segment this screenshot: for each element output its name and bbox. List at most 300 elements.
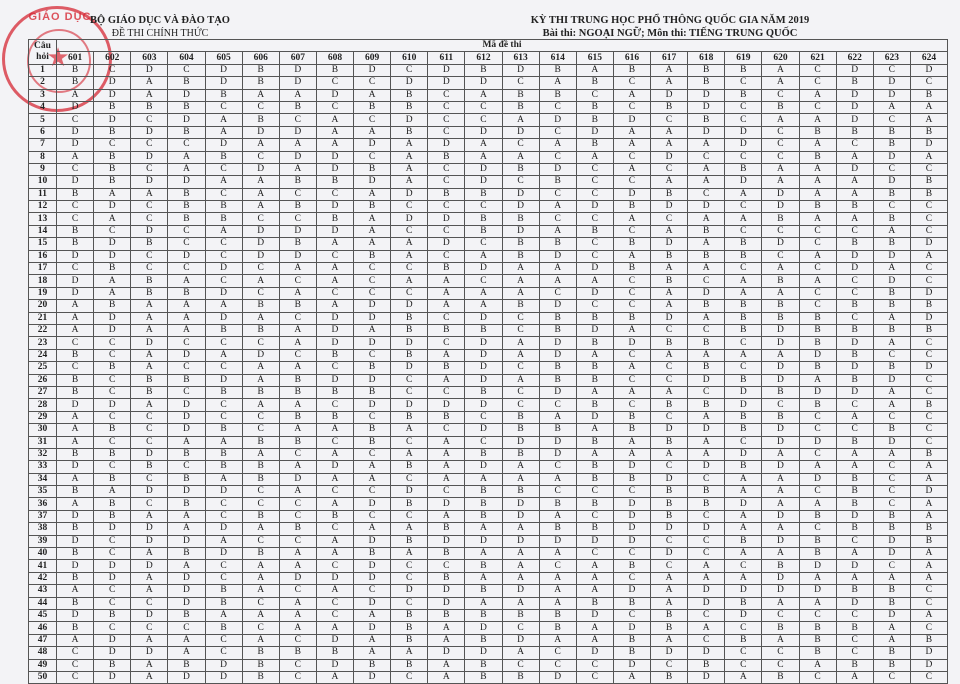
answer-cell: B <box>873 213 910 225</box>
answer-cell: B <box>539 424 576 436</box>
answer-cell: A <box>873 337 910 349</box>
answer-cell: B <box>910 523 947 535</box>
answer-cell: D <box>539 448 576 460</box>
answer-cell: D <box>354 572 391 584</box>
answer-cell: D <box>428 535 465 547</box>
table-row <box>29 101 948 113</box>
answer-cell: D <box>688 647 725 659</box>
answer-cell: A <box>688 448 725 460</box>
answer-cell: D <box>428 64 465 76</box>
answer-cell: A <box>502 287 539 299</box>
answer-cell: A <box>354 126 391 138</box>
answer-key-table <box>28 39 948 684</box>
table-row <box>29 225 948 237</box>
answer-cell: C <box>391 671 428 683</box>
answer-cell: B <box>873 188 910 200</box>
answer-cell: A <box>613 163 650 175</box>
answer-cell: A <box>391 548 428 560</box>
answer-cell: D <box>391 585 428 597</box>
answer-cell: C <box>279 213 316 225</box>
answer-cell: D <box>688 461 725 473</box>
table-row <box>29 386 948 398</box>
answer-cell: B <box>725 634 762 646</box>
answer-cell: C <box>873 349 910 361</box>
answer-cell: D <box>576 647 613 659</box>
answer-cell: C <box>836 634 873 646</box>
seal-text: GIÁO DỤC <box>28 11 92 23</box>
answer-cell: C <box>465 101 502 113</box>
answer-cell: D <box>465 176 502 188</box>
answer-cell: D <box>910 362 947 374</box>
answer-cell: C <box>688 634 725 646</box>
answer-cell: B <box>576 436 613 448</box>
answer-cell: C <box>799 424 836 436</box>
answer-cell: B <box>279 101 316 113</box>
answer-cell: B <box>873 238 910 250</box>
answer-cell: B <box>131 374 168 386</box>
answer-cell: B <box>316 411 353 423</box>
answer-cell: C <box>725 362 762 374</box>
answer-cell: A <box>428 510 465 522</box>
answer-cell: C <box>354 349 391 361</box>
answer-cell: D <box>465 399 502 411</box>
answer-cell: A <box>502 349 539 361</box>
answer-cell: C <box>836 225 873 237</box>
answer-cell: C <box>465 201 502 213</box>
answer-cell: B <box>242 324 279 336</box>
answer-cell: A <box>316 622 353 634</box>
answer-cell: B <box>57 548 94 560</box>
answer-cell: A <box>205 609 242 621</box>
exam-code-cell: 619 <box>725 52 762 64</box>
answer-cell: B <box>57 188 94 200</box>
answer-cell: A <box>539 411 576 423</box>
answer-cell: A <box>428 671 465 683</box>
answer-cell: B <box>725 89 762 101</box>
answer-cell: A <box>836 572 873 584</box>
answer-cell: C <box>873 64 910 76</box>
answer-cell: B <box>242 461 279 473</box>
answer-cell: D <box>168 114 205 126</box>
answer-cell: B <box>613 238 650 250</box>
answer-cell: D <box>576 201 613 213</box>
answer-cell: B <box>205 424 242 436</box>
answer-cell: C <box>316 486 353 498</box>
answer-cell: C <box>428 89 465 101</box>
answer-cell: D <box>576 263 613 275</box>
answer-cell: A <box>799 213 836 225</box>
answer-cell: D <box>354 498 391 510</box>
table-row <box>29 399 948 411</box>
answer-cell: B <box>465 560 502 572</box>
answer-cell: C <box>910 411 947 423</box>
answer-cell: D <box>725 176 762 188</box>
answer-cell: D <box>910 486 947 498</box>
answer-cell: B <box>651 609 688 621</box>
answer-cell: A <box>762 498 799 510</box>
answer-cell: C <box>613 548 650 560</box>
table-row <box>29 622 948 634</box>
answer-cell: C <box>836 287 873 299</box>
answer-cell: A <box>910 548 947 560</box>
question-number: 33 <box>29 461 57 473</box>
answer-cell: C <box>391 64 428 76</box>
star-icon: ★ <box>46 43 70 72</box>
answer-cell: B <box>836 498 873 510</box>
answer-cell: B <box>428 151 465 163</box>
answer-cell: B <box>391 126 428 138</box>
answer-cell: B <box>836 349 873 361</box>
table-row <box>29 560 948 572</box>
answer-cell: D <box>465 424 502 436</box>
answer-cell: B <box>242 300 279 312</box>
answer-cell: A <box>316 424 353 436</box>
answer-cell: B <box>873 597 910 609</box>
answer-cell: A <box>651 287 688 299</box>
answer-cell: B <box>354 386 391 398</box>
answer-cell: D <box>131 126 168 138</box>
answer-cell: C <box>428 225 465 237</box>
answer-cell: C <box>502 659 539 671</box>
answer-cell: A <box>799 89 836 101</box>
exam-code-cell: 622 <box>836 52 873 64</box>
answer-cell: C <box>391 597 428 609</box>
answer-cell: D <box>57 176 94 188</box>
answer-cell: A <box>873 263 910 275</box>
answer-cell: A <box>94 275 131 287</box>
answer-cell: A <box>131 659 168 671</box>
table-row <box>29 424 948 436</box>
answer-cell: B <box>94 609 131 621</box>
answer-cell: C <box>316 77 353 89</box>
answer-cell: D <box>836 263 873 275</box>
answer-cell: B <box>576 101 613 113</box>
answer-cell: A <box>57 436 94 448</box>
answer-cell: D <box>465 337 502 349</box>
table-row <box>29 201 948 213</box>
answer-cell: A <box>354 89 391 101</box>
answer-cell: C <box>613 609 650 621</box>
answer-cell: C <box>576 671 613 683</box>
answer-cell: C <box>316 101 353 113</box>
answer-cell: A <box>428 461 465 473</box>
answer-cell: A <box>502 560 539 572</box>
answer-cell: A <box>502 597 539 609</box>
answer-cell: D <box>428 597 465 609</box>
answer-cell: C <box>94 386 131 398</box>
answer-cell: A <box>428 436 465 448</box>
answer-cell: D <box>836 250 873 262</box>
answer-cell: C <box>428 386 465 398</box>
answer-cell: A <box>168 647 205 659</box>
answer-cell: C <box>688 324 725 336</box>
answer-cell: B <box>576 362 613 374</box>
question-number: 48 <box>29 647 57 659</box>
answer-cell: B <box>688 114 725 126</box>
answer-cell: B <box>762 411 799 423</box>
answer-cell: A <box>910 609 947 621</box>
exam-header <box>500 14 840 40</box>
answer-cell: B <box>168 374 205 386</box>
answer-cell: D <box>836 510 873 522</box>
answer-cell: A <box>316 498 353 510</box>
answer-cell: D <box>502 498 539 510</box>
answer-cell: A <box>242 585 279 597</box>
answer-cell: B <box>836 585 873 597</box>
exam-code-cell: 613 <box>502 52 539 64</box>
answer-cell: C <box>799 609 836 621</box>
answer-cell: A <box>354 188 391 200</box>
answer-cell: C <box>131 498 168 510</box>
exam-code-cell: 616 <box>613 52 650 64</box>
answer-cell: D <box>168 399 205 411</box>
answer-cell: A <box>576 560 613 572</box>
answer-cell: B <box>576 139 613 151</box>
answer-cell: A <box>391 275 428 287</box>
answer-cell: B <box>502 671 539 683</box>
answer-cell: C <box>873 411 910 423</box>
answer-cell: B <box>242 386 279 398</box>
answer-cell: A <box>242 399 279 411</box>
answer-cell: A <box>613 89 650 101</box>
ministry-name: BỘ GIÁO DỤC VÀ ĐÀO TẠO <box>90 15 230 26</box>
answer-cell: A <box>725 287 762 299</box>
answer-cell: B <box>279 647 316 659</box>
answer-cell: C <box>354 263 391 275</box>
answer-cell: D <box>57 275 94 287</box>
answer-cell: B <box>613 473 650 485</box>
answer-cell: C <box>391 386 428 398</box>
question-number: 42 <box>29 572 57 584</box>
answer-cell: D <box>799 436 836 448</box>
answer-cell: A <box>168 300 205 312</box>
answer-cell: D <box>57 126 94 138</box>
answer-cell: B <box>539 374 576 386</box>
answer-cell: A <box>762 64 799 76</box>
answer-cell: C <box>428 176 465 188</box>
answer-cell: C <box>762 399 799 411</box>
answer-cell: D <box>168 250 205 262</box>
answer-cell: D <box>465 77 502 89</box>
table-row <box>29 473 948 485</box>
answer-cell: D <box>688 523 725 535</box>
answer-cell: C <box>279 275 316 287</box>
answer-cell: C <box>279 498 316 510</box>
answer-cell: D <box>354 176 391 188</box>
answer-cell: A <box>576 64 613 76</box>
answer-cell: C <box>502 312 539 324</box>
answer-cell: C <box>836 139 873 151</box>
answer-cell: B <box>762 300 799 312</box>
exam-code-cell: 618 <box>688 52 725 64</box>
question-number: 46 <box>29 622 57 634</box>
answer-cell: C <box>613 287 650 299</box>
question-number: 35 <box>29 486 57 498</box>
answer-cell: D <box>539 337 576 349</box>
answer-cell: A <box>354 238 391 250</box>
answer-cell: D <box>465 126 502 138</box>
question-number: 27 <box>29 386 57 398</box>
answer-cell: D <box>799 585 836 597</box>
answer-cell: A <box>354 225 391 237</box>
answer-cell: C <box>539 461 576 473</box>
answer-cell: C <box>910 163 947 175</box>
table-row <box>29 597 948 609</box>
answer-cell: D <box>539 300 576 312</box>
answer-cell: B <box>910 324 947 336</box>
answer-cell: C <box>391 510 428 522</box>
answer-cell: C <box>57 362 94 374</box>
table-row <box>29 176 948 188</box>
answer-cell: A <box>94 486 131 498</box>
answer-cell: C <box>762 647 799 659</box>
table-row <box>29 486 948 498</box>
answer-cell: A <box>131 188 168 200</box>
answer-cell: C <box>502 399 539 411</box>
answer-cell: A <box>316 275 353 287</box>
answer-cell: A <box>94 287 131 299</box>
answer-cell: B <box>910 188 947 200</box>
answer-cell: B <box>799 510 836 522</box>
table-row <box>29 275 948 287</box>
answer-cell: D <box>391 337 428 349</box>
answer-cell: B <box>242 64 279 76</box>
answer-cell: C <box>242 213 279 225</box>
answer-cell: A <box>688 312 725 324</box>
answer-cell: C <box>613 374 650 386</box>
answer-cell: D <box>316 572 353 584</box>
answer-cell: A <box>762 114 799 126</box>
answer-cell: A <box>465 523 502 535</box>
answer-cell: A <box>613 436 650 448</box>
answer-cell: A <box>131 510 168 522</box>
answer-cell: C <box>613 275 650 287</box>
answer-cell: A <box>57 300 94 312</box>
answer-cell: C <box>279 510 316 522</box>
question-number: 23 <box>29 337 57 349</box>
answer-cell: C <box>428 163 465 175</box>
answer-cell: A <box>57 324 94 336</box>
answer-cell: D <box>502 585 539 597</box>
answer-cell: D <box>762 362 799 374</box>
answer-cell: B <box>910 89 947 101</box>
answer-cell: D <box>131 176 168 188</box>
answer-cell: D <box>168 89 205 101</box>
answer-cell: D <box>168 597 205 609</box>
answer-cell: A <box>131 77 168 89</box>
answer-cell: A <box>316 300 353 312</box>
answer-cell: C <box>354 287 391 299</box>
answer-cell: D <box>576 287 613 299</box>
question-number: 34 <box>29 473 57 485</box>
table-row <box>29 213 948 225</box>
answer-cell: C <box>576 238 613 250</box>
answer-cell: D <box>613 498 650 510</box>
answer-cell: C <box>651 535 688 547</box>
answer-cell: D <box>57 399 94 411</box>
question-number: 36 <box>29 498 57 510</box>
answer-cell: C <box>316 399 353 411</box>
answer-cell: D <box>168 572 205 584</box>
answer-cell: D <box>465 535 502 547</box>
answer-cell: A <box>651 300 688 312</box>
answer-cell: D <box>428 498 465 510</box>
answer-cell: A <box>94 188 131 200</box>
question-number: 16 <box>29 250 57 262</box>
answer-cell: B <box>465 486 502 498</box>
answer-cell: A <box>428 374 465 386</box>
answer-cell: A <box>836 411 873 423</box>
answer-cell: A <box>131 548 168 560</box>
answer-cell: B <box>465 64 502 76</box>
answer-cell: C <box>502 386 539 398</box>
answer-cell: C <box>428 337 465 349</box>
answer-cell: C <box>279 585 316 597</box>
answer-cell: C <box>799 448 836 460</box>
exam-code-row <box>29 52 948 64</box>
answer-cell: C <box>242 498 279 510</box>
answer-cell: B <box>279 300 316 312</box>
answer-cell: B <box>205 597 242 609</box>
answer-cell: A <box>910 560 947 572</box>
answer-cell: C <box>910 77 947 89</box>
answer-cell: C <box>279 448 316 460</box>
answer-cell: A <box>354 461 391 473</box>
answer-cell: B <box>94 163 131 175</box>
answer-cell: C <box>242 535 279 547</box>
answer-cell: B <box>391 622 428 634</box>
question-number: 6 <box>29 126 57 138</box>
answer-cell: A <box>725 523 762 535</box>
answer-cell: C <box>651 659 688 671</box>
answer-cell: D <box>873 535 910 547</box>
answer-cell: A <box>168 151 205 163</box>
answer-cell: A <box>799 597 836 609</box>
answer-cell: D <box>354 312 391 324</box>
answer-cell: D <box>316 312 353 324</box>
answer-cell: C <box>205 510 242 522</box>
answer-cell: B <box>539 498 576 510</box>
answer-cell: C <box>168 225 205 237</box>
answer-cell: D <box>613 510 650 522</box>
answer-cell: D <box>836 362 873 374</box>
answer-cell: B <box>205 201 242 213</box>
answer-cell: D <box>391 77 428 89</box>
answer-cell: A <box>168 163 205 175</box>
answer-cell: A <box>391 250 428 262</box>
answer-cell: D <box>762 436 799 448</box>
answer-cell: D <box>391 114 428 126</box>
answer-cell: C <box>873 461 910 473</box>
answer-cell: D <box>391 486 428 498</box>
answer-cell: C <box>205 238 242 250</box>
answer-cell: C <box>168 386 205 398</box>
answer-cell: D <box>762 572 799 584</box>
question-number: 20 <box>29 300 57 312</box>
answer-cell: A <box>836 461 873 473</box>
answer-cell: C <box>725 647 762 659</box>
answer-cell: A <box>465 597 502 609</box>
answer-cell: A <box>465 548 502 560</box>
answer-cell: C <box>57 647 94 659</box>
answer-cell: A <box>502 337 539 349</box>
answer-cell: D <box>799 386 836 398</box>
answer-cell: A <box>502 523 539 535</box>
answer-cell: B <box>836 324 873 336</box>
answer-cell: A <box>391 151 428 163</box>
answer-cell: D <box>354 399 391 411</box>
answer-cell: B <box>873 659 910 671</box>
